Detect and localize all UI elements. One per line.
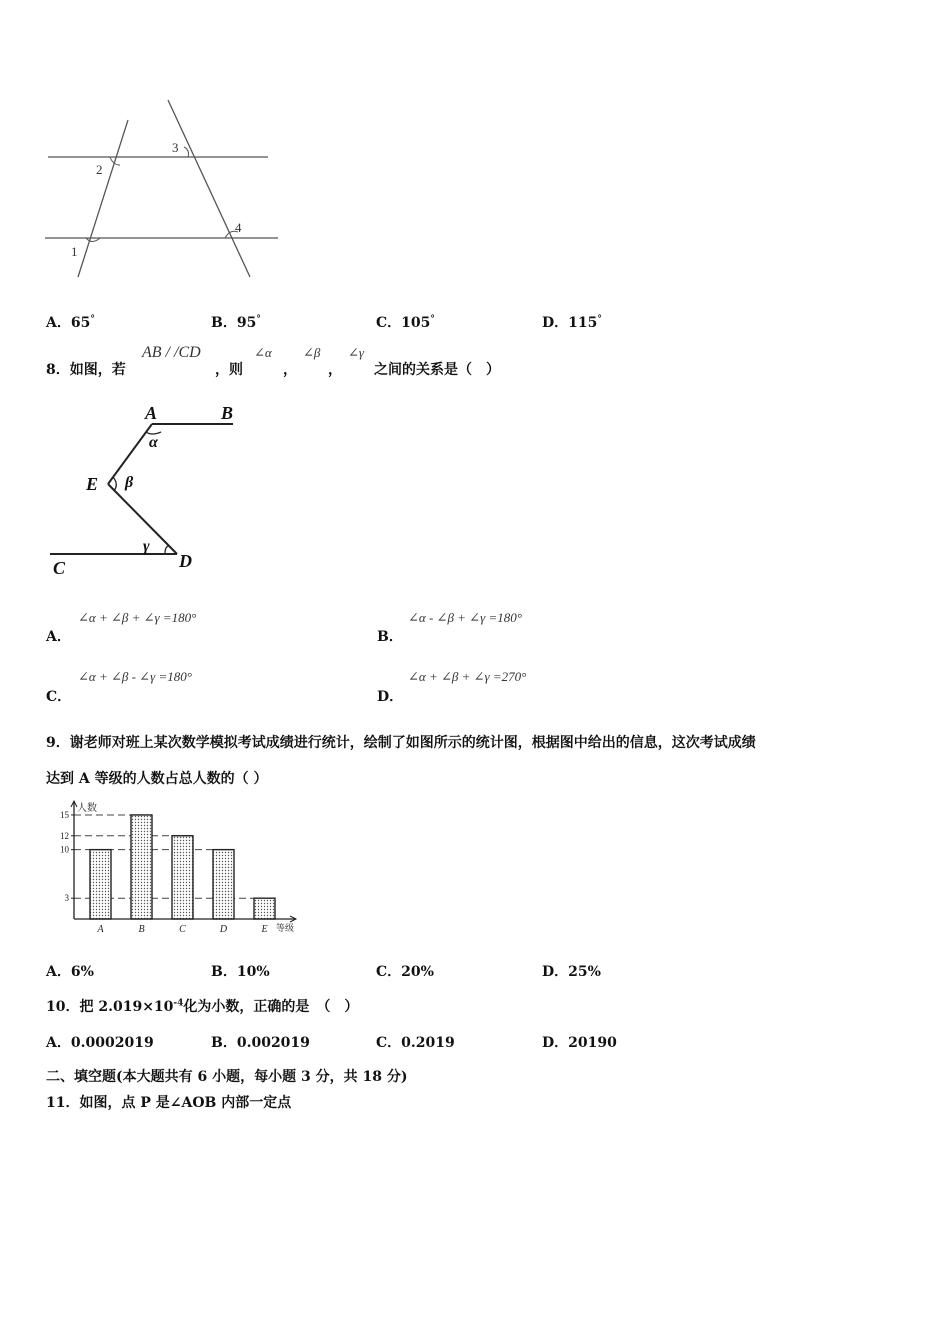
xtick-label-A: A	[97, 924, 104, 935]
point-e-label: E	[86, 474, 99, 494]
bar-E	[254, 898, 275, 919]
bar-D	[213, 850, 234, 919]
q8-mid: ，则	[215, 362, 243, 378]
point-d-label: D	[179, 551, 192, 571]
left-transversal	[78, 120, 128, 277]
xtick-label-D: D	[219, 924, 228, 935]
gamma-label: γ	[143, 538, 150, 555]
label-3: 3	[172, 140, 179, 155]
q9-option-b[interactable]: B．10%	[211, 964, 270, 980]
label-4: 4	[235, 220, 242, 235]
y-axis-label: 人数	[77, 803, 97, 814]
angle-3-arc	[184, 147, 189, 157]
alpha-label: α	[149, 434, 158, 451]
q9-option-d[interactable]: D．25%	[542, 964, 601, 980]
q7-option-d[interactable]: D．115°	[542, 314, 602, 331]
q7-option-a[interactable]: A．65°	[46, 314, 95, 331]
q9-line2: 达到 A 等级的人数占总人数的（ ）	[46, 771, 268, 787]
ytick-label-3: 3	[64, 893, 69, 904]
q10-option-c[interactable]: C．0.2019	[376, 1035, 455, 1051]
q8-angle-beta: ∠β	[303, 345, 321, 360]
x-axis-label: 等级	[276, 923, 295, 933]
q10-option-b[interactable]: B．0.002019	[211, 1035, 310, 1051]
q9-option-a[interactable]: A．6%	[46, 964, 94, 980]
q8-option-a-expr: ∠α + ∠β + ∠γ =180°	[78, 610, 197, 625]
q8-sep2: ，	[328, 362, 342, 378]
q11-stem: 11．如图，点 P 是∠AOB 内部一定点	[46, 1095, 292, 1111]
xtick-label-B: B	[138, 924, 145, 935]
ytick-label-10: 10	[60, 844, 69, 855]
q10-option-a[interactable]: A．0.0002019	[46, 1035, 154, 1051]
ytick-label-15: 15	[60, 809, 69, 820]
parallel-lines-figure	[40, 95, 290, 290]
q8-angle-gamma: ∠γ	[348, 345, 365, 360]
right-transversal	[168, 100, 250, 277]
point-c-label: C	[53, 558, 66, 578]
q8-option-b[interactable]: B．	[377, 629, 403, 645]
ytick-label-12: 12	[60, 830, 69, 841]
label-2: 2	[96, 162, 103, 177]
q8-angle-alpha: ∠α	[254, 345, 272, 360]
q8-figure	[45, 398, 255, 580]
q7-option-b[interactable]: B．95°	[211, 314, 261, 331]
bar-B	[131, 815, 152, 919]
q8-suffix: 之间的关系是（ ）	[374, 362, 500, 378]
q9-line1: 9．谢老师对班上某次数学模拟考试成绩进行统计，绘制了如图所示的统计图，根据图中给出的信息，这次考试成绩	[46, 735, 756, 751]
q8-sep1: ，	[283, 362, 297, 378]
q7-option-c[interactable]: C．105°	[376, 314, 435, 331]
bar-C	[172, 836, 193, 919]
q8-option-c-expr: ∠α + ∠β - ∠γ =180°	[78, 669, 192, 684]
point-a-label: A	[145, 403, 158, 423]
q8-option-c[interactable]: C．	[46, 689, 72, 705]
angle-gamma-arc	[165, 546, 169, 554]
q10-stem: 10．把 $2.019\times 10^{-4}$化为小数，正确的是 （ ）	[46, 998, 359, 1015]
q8-option-b-expr: ∠α - ∠β + ∠γ =180°	[408, 610, 522, 625]
q9-option-c[interactable]: C．20%	[376, 964, 434, 980]
chart-bars	[90, 815, 275, 919]
xtick-label-E: E	[261, 924, 268, 935]
q9-bar-chart	[44, 800, 309, 940]
label-1: 1	[71, 244, 78, 259]
q8-option-a[interactable]: A．	[46, 629, 71, 645]
point-b-label: B	[221, 403, 234, 423]
xtick-label-C: C	[179, 924, 186, 935]
q10-option-d[interactable]: D．20190	[542, 1035, 617, 1051]
beta-label: β	[125, 474, 134, 491]
section-2-title: 二、填空题(本大题共有 6 小题，每小题 3 分，共 18 分)	[46, 1069, 408, 1085]
q8-option-d-expr: ∠α + ∠β + ∠γ =270°	[408, 669, 527, 684]
q8-prefix: 8．如图，若	[46, 362, 126, 378]
q8-condition: AB / /CD	[142, 344, 201, 361]
q8-option-d[interactable]: D．	[377, 689, 404, 705]
bar-A	[90, 850, 111, 919]
